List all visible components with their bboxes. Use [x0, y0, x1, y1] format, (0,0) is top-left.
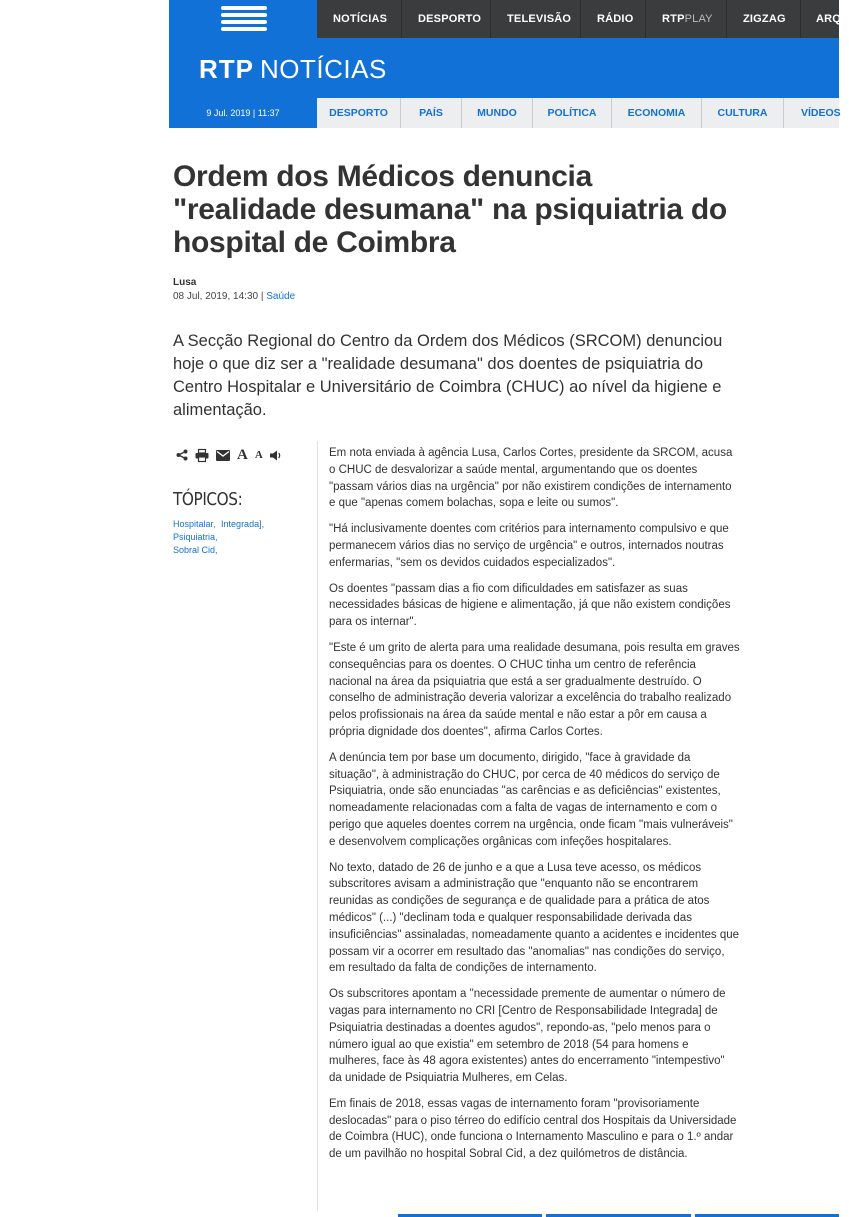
article-author: Lusa	[173, 277, 197, 288]
article-paragraph: Os subscritores apontam a "necessidade premente de aumentar o número de vagas para internamento no CRI [Centro de Responsabilidade Integrada] de Psiquiatria destinadas a doentes agudos", repondo-as, "pelo menos para o número igual ao que existia" em setembro de 2018 (54 para homens e mulheres, face às 48 agora existentes) antes do encerramento "intempestivo" da unidade de Psiquiatria Mulheres, em Celas.	[329, 988, 726, 1085]
section-pais[interactable]: PAÍS	[401, 98, 462, 128]
brand-section: NOTÍCIAS	[260, 54, 387, 84]
article-paragraph: No texto, datado de 26 de junho e a que a Lusa teve acesso, os médicos subscritores avisam a administração que "enquanto não se encontrarem reunidas as condições de segurança e de qualidade para a prática de atos médicos" (...) "declinam toda e qualquer responsabilidade derivada das insuficiências" assinaladas, nomeadamente quanto a acidentes e incidentes que possam vir a ocorrer em resultado das "anomalias" nas condições do serviço, em resultado da falta de condições de internamento.	[329, 861, 740, 975]
tag-link[interactable]: Integrada],	[221, 519, 265, 529]
font-increase-icon[interactable]: A	[237, 446, 248, 463]
top-nav	[317, 0, 849, 38]
email-icon[interactable]	[216, 447, 230, 463]
section-politica[interactable]: POLÍTICA	[533, 98, 612, 128]
tag-link[interactable]: Sobral Cid,	[173, 545, 218, 555]
topnav-desporto[interactable]: DESPORTO	[402, 0, 491, 38]
section-cultura[interactable]: CULTURA	[702, 98, 784, 128]
article-title: Ordem dos Médicos denuncia "realidade desumana" na psiquiatria do hospital de Coimbra	[173, 160, 727, 259]
column-divider	[317, 441, 318, 1211]
topnav-noticias[interactable]: NOTÍCIAS	[317, 0, 402, 38]
article-paragraph: A denúncia tem por base um documento, dirigido, "face à gravidade da situação", à administração do CHUC, por cerca de 40 médicos do serviço de Psiquiatria, onde são enunciadas "as carências e as deficiências" existentes, nomeadamente relacionadas com a falta de vagas de internamento e com o perigo que aqueles doentes correm na urgência, onde ficam "mais vulneráveis" e desenvolvem complicações orgânicas com infeções hospitalares.	[329, 751, 733, 848]
article-paragraph: Em finais de 2018, essas vagas de internamento foram "provisoriamente deslocadas" para o piso térreo do edifício central dos Hospitais da Universidade de Coimbra (HUC), onde funciona o Internamento Masculino e para o 1.º andar de um pavilhão no hospital Sobral Cid, a dez quilómetros de distância.	[329, 1097, 737, 1161]
topic-tags	[173, 518, 313, 557]
tag-link[interactable]: Hospitalar,	[173, 519, 216, 529]
article-tools	[176, 446, 282, 464]
article-paragraph: "Este é um grito de alerta para uma realidade desumana, pois resulta em graves consequências para os doentes. O CHUC tinha um centro de referência nacional na área da psiquiatria que está a ser gradualmente destruído. O conselho de administração deveria valorizar a excelência do trabalho realizado pelos profissionais na área da saúde mental e não estar a pôr em causa a própria dignidade dos doentes", afirma Carlos Cortes.	[329, 641, 740, 738]
section-economia[interactable]: ECONOMIA	[612, 98, 702, 128]
brand-header	[169, 38, 839, 98]
section-desporto[interactable]: DESPORTO	[317, 98, 401, 128]
topnav-rtpplay[interactable]: RTP PLAY	[646, 0, 727, 38]
section-mundo[interactable]: MUNDO	[462, 98, 533, 128]
brand-logo[interactable]	[199, 54, 387, 84]
share-icon[interactable]	[176, 447, 188, 463]
topnav-televisao[interactable]: TELEVISÃO	[491, 0, 581, 38]
print-icon[interactable]	[195, 447, 209, 463]
section-nav	[317, 98, 839, 128]
article-paragraph: Os doentes "passam dias a fio com dificuldades em satisfazer as suas necessidades básicas de higiene e alimentação, já que não existem condições para os internar".	[329, 582, 731, 629]
current-date: 9 Jul. 2019 | 11:37	[169, 98, 317, 128]
article-meta	[173, 291, 295, 302]
section-videos[interactable]: VÍDEOS	[801, 107, 841, 119]
topnav-zigzag[interactable]: ZIGZAG	[727, 0, 801, 38]
topics-title: TÓPICOS:	[173, 489, 243, 510]
article-lead: A Secção Regional do Centro da Ordem dos Médicos (SRCOM) denunciou hoje o que diz ser a "realidade desumana" dos doentes de psiquiatria do Centro Hospitalar e Universitário de Coimbra (CHUC) ao nível da higiene e alimentação.	[173, 332, 723, 419]
brand-rtp: RTP	[199, 54, 254, 84]
article-body	[329, 445, 740, 1172]
article-paragraph: "Há inclusivamente doentes com critérios para internamento compulsivo e que permanecem vários dias no serviço de urgência" e outros, internados noutras enfermarias, "sem os devidos cuidados especializados".	[329, 523, 729, 569]
tag-link[interactable]: Psiquiatria,	[173, 532, 218, 542]
article-category-link[interactable]: Saúde	[266, 291, 296, 302]
article-paragraph: Em nota enviada à agência Lusa, Carlos Cortes, presidente da SRCOM, acusa o CHUC de desvalorizar a saúde mental, argumentando que os doentes "passam vários dias na urgência" por não existirem condições de internamento e que "apenas comem bolachas, sopa e leite ou sumos".	[329, 447, 733, 510]
rtp-stripes-icon	[221, 6, 267, 32]
topnav-arquivo[interactable]: ARQU	[816, 13, 849, 25]
audio-speaker-icon[interactable]	[270, 447, 282, 463]
topnav-radio[interactable]: RÁDIO	[581, 0, 646, 38]
article-datetime: 08 Jul, 2019, 14:30 |	[173, 291, 267, 302]
font-decrease-icon[interactable]: A	[254, 449, 263, 461]
rtp-logo[interactable]	[169, 0, 317, 38]
top-bar	[169, 0, 849, 38]
section-nav-bar	[169, 98, 839, 128]
